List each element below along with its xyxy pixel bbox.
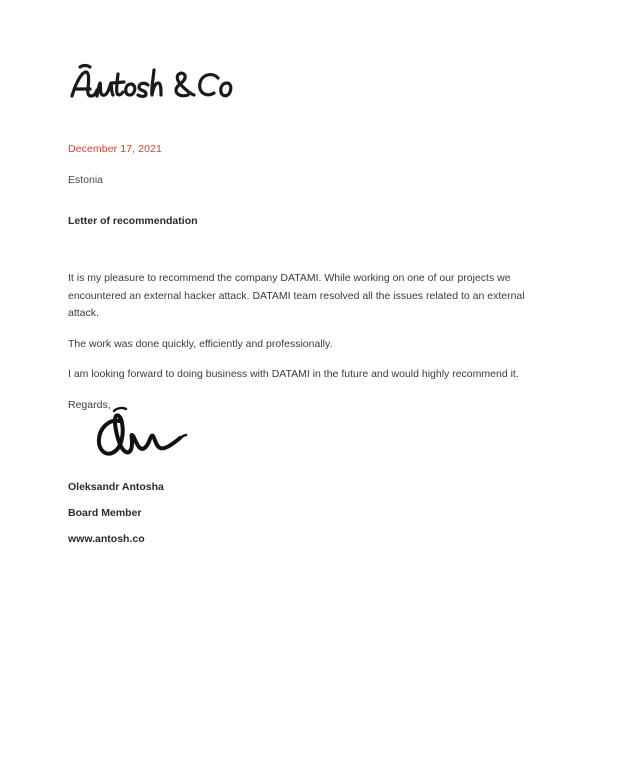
letter-subject: Letter of recommendation (68, 215, 198, 227)
letter-closing: Regards, (68, 399, 111, 411)
company-website: www.antosh.co (68, 533, 145, 545)
signature-image (86, 405, 206, 470)
letterhead-logo (66, 62, 326, 110)
letter-location: Estonia (68, 174, 104, 186)
signature-block (68, 480, 468, 546)
letter-paragraph-2: The work was done quickly, efficiently and professionally. (68, 337, 333, 350)
signer-name: Oleksandr Antosha (68, 481, 164, 493)
signer-title: Board Member (68, 507, 142, 519)
letter-body (68, 142, 538, 384)
letter-date: December 17, 2021 (68, 143, 162, 155)
letter-paragraph-1: It is my pleasure to recommend the company DATAMI. While working on one of our projects we encountered an external hacker attack. DATAMI team resolved all the issues related to an external attack. (68, 272, 525, 319)
letter-paragraph-3: I am looking forward to doing business with DATAMI in the future and would highly recommend it. (68, 368, 519, 380)
